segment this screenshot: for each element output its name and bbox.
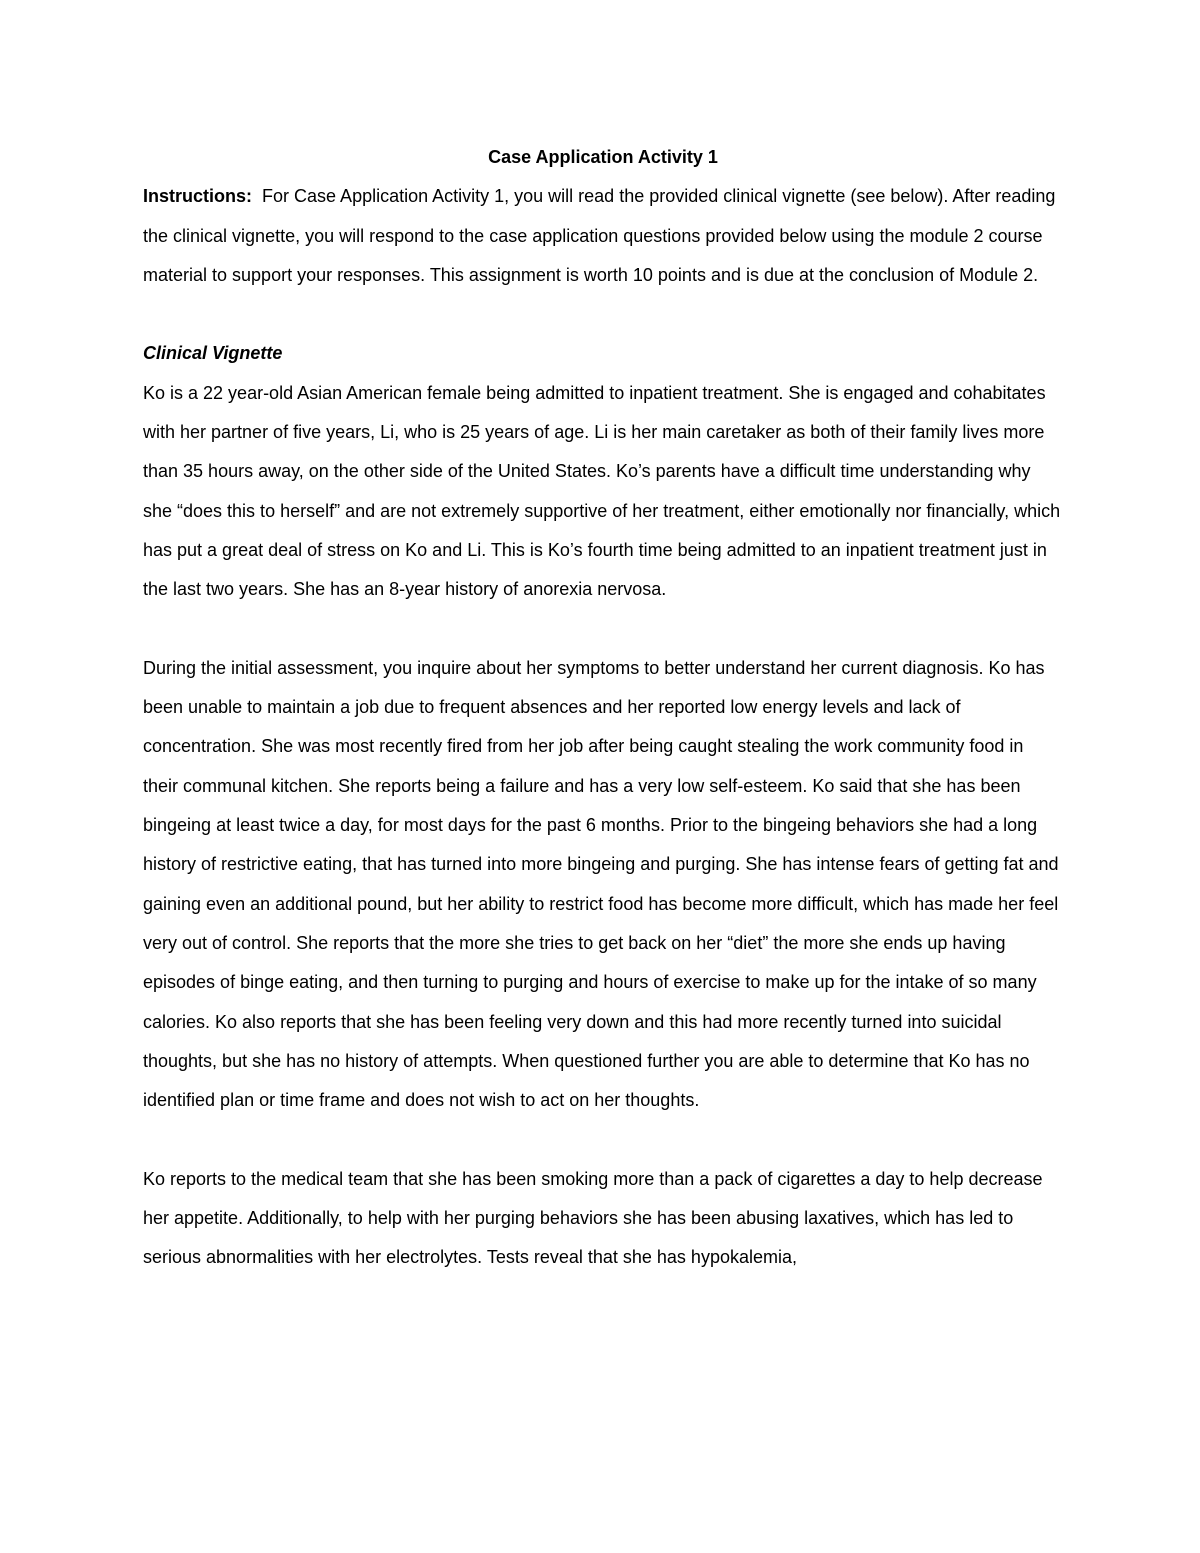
document-title: Case Application Activity 1 xyxy=(488,147,718,167)
vignette-paragraph-2: During the initial assessment, you inquire about her symptoms to better understand her current diagnosis. Ko has been unable to maintain a job due to frequent absences and her reported low energy levels and lack of concentration. She was most recently fired from her job after being caught stealing the work community food in their communal kitchen. She reports being a failure and has a very low self-esteem. Ko said that she has been bingeing at least twice a day, for most days for the past 6 months. Prior to the bingeing behaviors she had a long history of restrictive eating, that has turned into more bingeing and purging. She has intense fears of getting fat and gaining even an additional pound, but her ability to restrict food has become more difficult, which has made her feel very out of control. She reports that the more she tries to get back on her “diet” the more she ends up having episodes of binge eating, and then turning to purging and hours of exercise to make up for the intake of so many calories. Ko also reports that she has been feeling very down and this had more recently turned into suicidal thoughts, but she has no history of attempts. When questioned further you are able to determine that Ko has no identified plan or time frame and does not wish to act on her thoughts. xyxy=(143,657,1059,1111)
vignette-paragraph-1: Ko is a 22 year-old Asian American female being admitted to inpatient treatment. She is engaged and cohabitates with her partner of five years, Li, who is 25 years of age. Li is her main caretaker as both of their family lives more than 35 hours away, on the other side of the United States. Ko’s parents have a difficult time understanding why she “does this to herself” and are not extremely supportive of her treatment, either emotionally nor financially, which has put a great deal of stress on Ko and Li. This is Ko’s fourth time being admitted to an inpatient treatment just in the last two years. She has an 8-year history of anorexia nervosa. xyxy=(143,382,1061,600)
section-heading: Clinical Vignette xyxy=(143,343,283,364)
instructions-label: Instructions: xyxy=(143,186,253,207)
vignette-paragraph-3: Ko reports to the medical team that she has been smoking more than a pack of cigarettes a day to help decrease her appetite. Additionally, to help with her purging behaviors she has been abusing laxatives, which has led to serious abnormalities with her electrolytes. Tests reveal that she has hypokalemia, xyxy=(143,1168,1043,1268)
spacer xyxy=(143,610,1063,649)
spacer xyxy=(143,295,1063,334)
instructions-text: For Case Application Activity 1, you will read the provided clinical vignette (see below). After reading the clinical vignette, you will respond to the case application questions provided below using the module 2 course material to support your responses. This assignment is worth 10 points and is due at the conclusion of Module 2. xyxy=(143,186,1056,285)
document-body xyxy=(143,138,1063,1278)
spacer xyxy=(143,1120,1063,1159)
instructions-paragraph xyxy=(143,177,1063,295)
